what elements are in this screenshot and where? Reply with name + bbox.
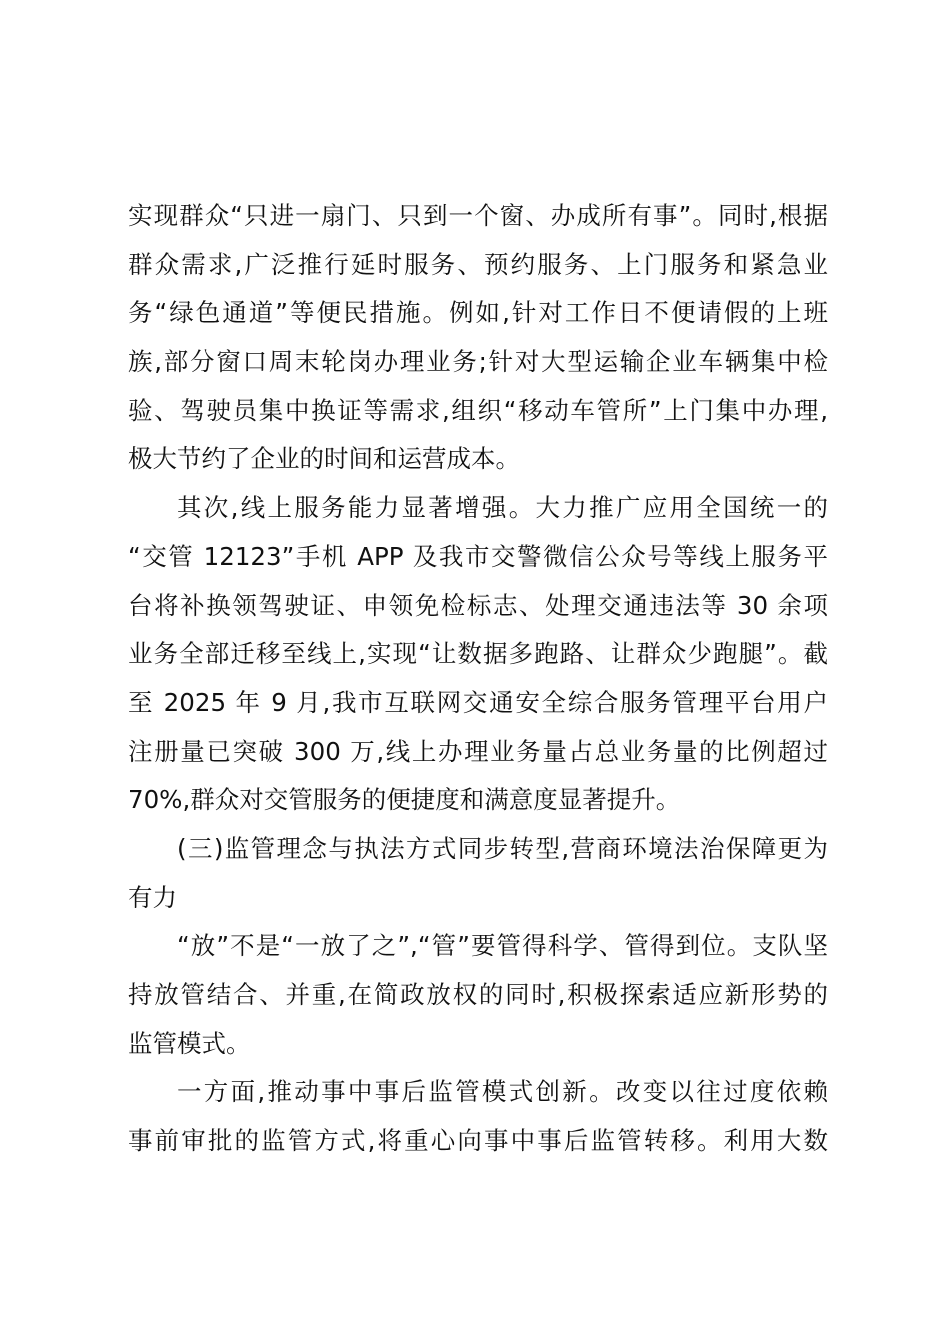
text-line: 验、驾驶员集中换证等需求,组织“移动车管所”上门集中办理, — [128, 395, 828, 425]
text-line: 极大节约了企业的时间和运营成本。 — [128, 444, 520, 474]
text-line: 群众需求,广泛推行延时服务、预约服务、上门服务和紧急业 — [128, 249, 828, 279]
text-line: 70%,群众对交管服务的便捷度和满意度显著提升。 — [128, 785, 681, 815]
text-line: 务“绿色通道”等便民措施。例如,针对工作日不便请假的上班 — [128, 298, 828, 328]
text-line: “交管 12123”手机 APP 及我市交警微信公众号等线上服务平 — [128, 541, 828, 571]
text-line: 有力 — [128, 882, 177, 912]
text-line: 至 2025 年 9 月,我市互联网交通安全综合服务管理平台用户 — [128, 687, 828, 717]
text-line: 持放管结合、并重,在简政放权的同时,积极探索适应新形势的 — [128, 980, 828, 1009]
text-line: 业务全部迁移至线上,实现“让数据多跑路、让群众少跑腿”。截 — [128, 639, 828, 669]
text-line: 一方面,推动事中事后监管模式创新。改变以往过度依赖 — [177, 1077, 828, 1107]
body-text — [128, 192, 828, 1166]
text-line: “放”不是“一放了之”,“管”要管得科学、管得到位。支队坚 — [177, 931, 828, 961]
text-line: 实现群众“只进一扇门、只到一个窗、办成所有事”。同时,根据 — [128, 201, 828, 230]
text-line: (三)监管理念与执法方式同步转型,营商环境法治保障更为 — [177, 833, 828, 863]
text-line: 族,部分窗口周末轮岗办理业务;针对大型运输企业车辆集中检 — [128, 347, 828, 377]
text-line: 其次,线上服务能力显著增强。大力推广应用全国统一的 — [177, 493, 828, 523]
text-line: 事前审批的监管方式,将重心向事中事后监管转移。利用大数 — [128, 1126, 828, 1156]
text-line: 监管模式。 — [128, 1028, 251, 1058]
text-line: 台将补换领驾驶证、申领免检标志、处理交通违法等 30 余项 — [128, 590, 828, 620]
text-line: 注册量已突破 300 万,线上办理业务量占总业务量的比例超过 — [128, 736, 828, 766]
